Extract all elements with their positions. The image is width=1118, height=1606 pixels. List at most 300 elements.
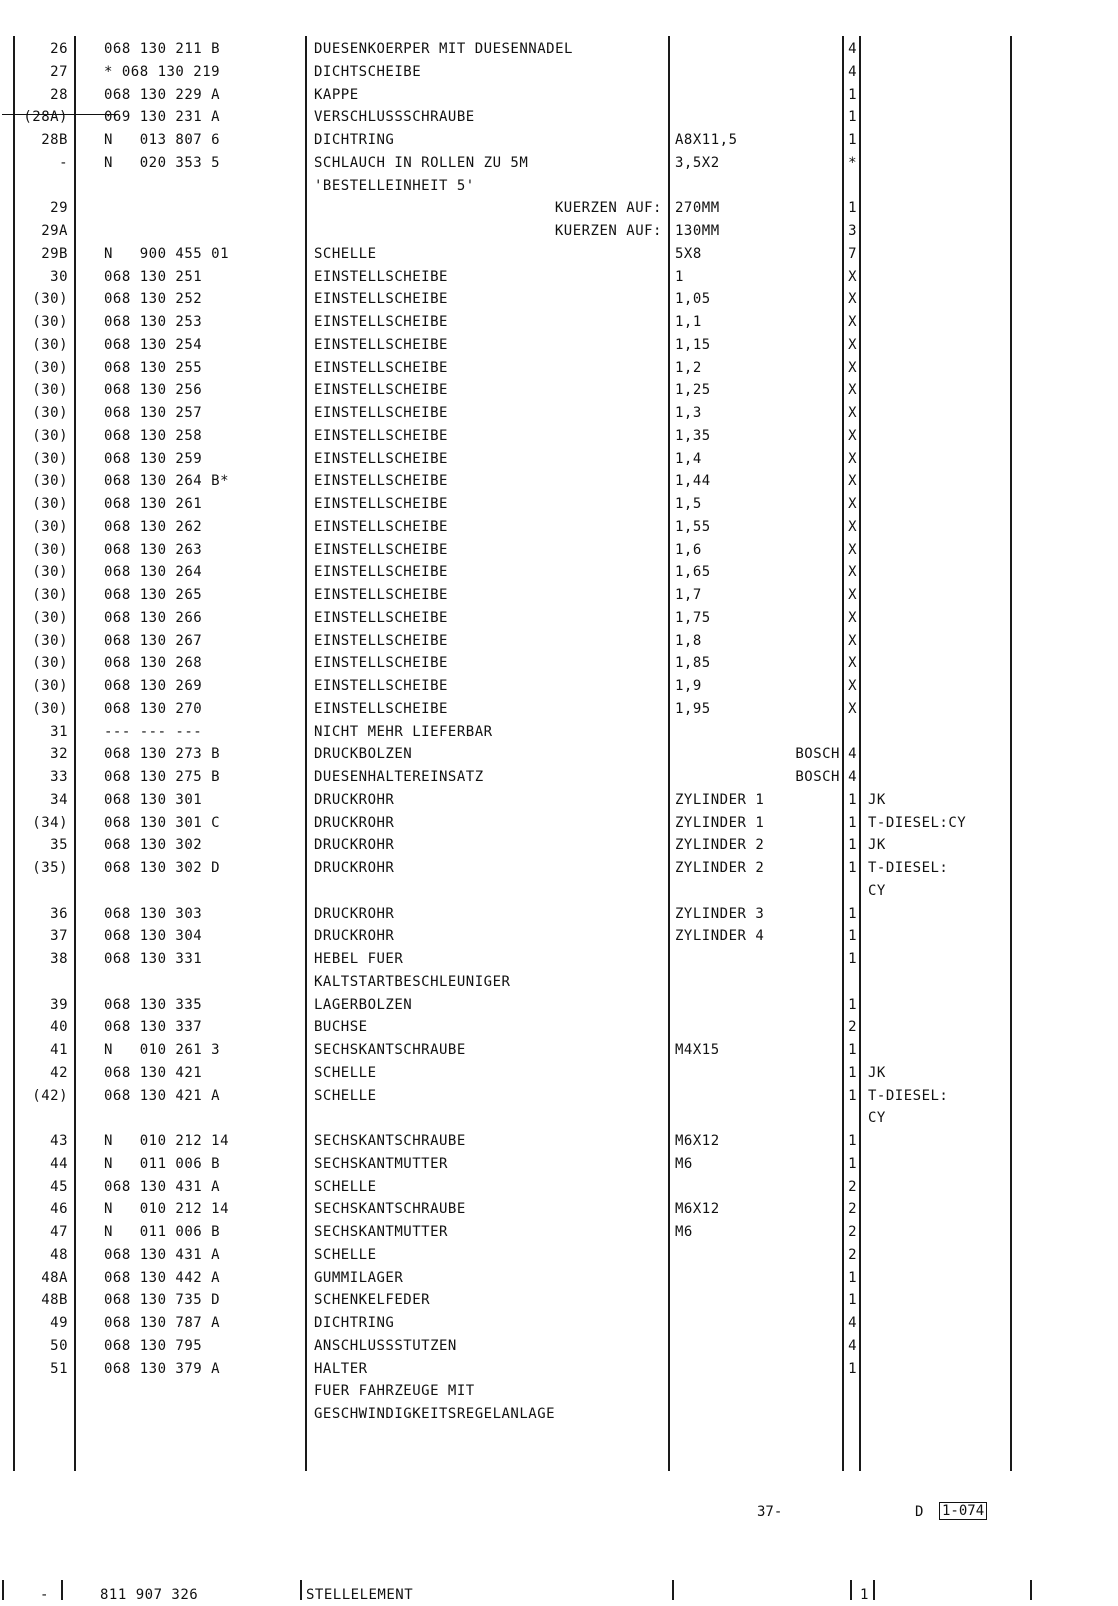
quantity-cell: X (848, 632, 857, 649)
quantity-cell: 2 (848, 1224, 857, 1240)
table-row (0, 175, 1118, 197)
description-cell: SECHSKANTSCHRAUBE (314, 1133, 466, 1149)
description-cell: FUER FAHRZEUGE MIT (314, 1383, 475, 1400)
part-number-cell: 068 130 335 (104, 996, 203, 1013)
quantity-cell: X (848, 564, 857, 581)
description-cell: KALTSTARTBESCHLEUNIGER (314, 973, 511, 990)
position-cell: (30) (32, 473, 68, 490)
specification-cell: 1,55 (675, 518, 711, 535)
position-cell: 48 (50, 1246, 68, 1263)
quantity-cell: 1 (848, 928, 857, 945)
table-row (0, 1062, 1118, 1084)
quantity-cell: 4 (848, 1315, 857, 1331)
position-cell: 46 (50, 1201, 68, 1218)
table-row (0, 903, 1118, 925)
table-row (0, 379, 1118, 401)
manufacturer-cell: BOSCH (795, 769, 840, 785)
remark-cell: JK (868, 1064, 886, 1081)
part-number-cell: 068 130 257 (104, 405, 203, 421)
quantity-cell: 1 (848, 905, 857, 922)
table-row (0, 220, 1118, 242)
table-row (0, 812, 1118, 834)
position-cell: (30) (32, 518, 68, 535)
part-number-cell: N 010 212 14 (104, 1201, 230, 1218)
position-cell: 29B (41, 245, 68, 262)
position-cell: (30) (32, 450, 68, 467)
table-row (0, 561, 1118, 583)
part-number-cell: N 013 807 6 (104, 132, 221, 148)
remark-cell: JK (868, 791, 886, 808)
part-number-cell: 068 130 275 B (104, 769, 221, 785)
part-number-cell: 068 130 211 B (104, 41, 221, 57)
description-cell: SECHSKANTSCHRAUBE (314, 1201, 466, 1218)
table-row (0, 880, 1118, 902)
part-number-cell: 068 130 787 A (104, 1315, 221, 1331)
table-row (0, 1198, 1118, 1220)
specification-cell: 1,9 (675, 678, 702, 694)
position-cell: 41 (50, 1042, 68, 1058)
position-cell: (30) (32, 427, 68, 444)
description-cell: LAGERBOLZEN (314, 996, 413, 1013)
part-number-cell: 068 130 264 B* (104, 473, 230, 490)
next-row-part: 811 907 326 (100, 1587, 199, 1603)
table-row (0, 425, 1118, 447)
table-row (0, 1244, 1118, 1266)
table-row (0, 584, 1118, 606)
description-cell: DRUCKROHR (314, 928, 395, 945)
part-number-cell: 068 130 266 (104, 609, 203, 626)
specification-cell: ZYLINDER 4 (675, 928, 765, 945)
description-cell: EINSTELLSCHEIBE (314, 541, 448, 558)
table-row (0, 539, 1118, 561)
table-row (0, 1107, 1118, 1129)
description-cell: EINSTELLSCHEIBE (314, 518, 448, 535)
position-cell: 35 (50, 837, 68, 854)
description-cell: SCHELLE (314, 1178, 377, 1195)
table-row (0, 129, 1118, 151)
description-cell: SECHSKANTMUTTER (314, 1224, 448, 1240)
quantity-cell: X (848, 314, 857, 330)
table-row (0, 698, 1118, 720)
quantity-cell: X (848, 541, 857, 558)
specification-cell: 1,7 (675, 587, 702, 603)
description-cell: DRUCKBOLZEN (314, 746, 413, 763)
position-cell: 29 (50, 200, 68, 217)
quantity-cell: 1 (848, 860, 857, 876)
part-number-cell: 068 130 301 (104, 791, 203, 808)
description-cell: EINSTELLSCHEIBE (314, 382, 448, 399)
description-cell: EINSTELLSCHEIBE (314, 564, 448, 581)
quantity-cell: 1 (848, 1064, 857, 1081)
position-cell: 30 (50, 268, 68, 285)
table-row (0, 1130, 1118, 1152)
table-row (0, 1312, 1118, 1334)
quantity-cell: 1 (848, 791, 857, 808)
table-row (0, 493, 1118, 515)
quantity-cell: X (848, 655, 857, 672)
position-cell: 37 (50, 928, 68, 945)
description-cell: HALTER (314, 1360, 368, 1377)
position-cell: 27 (50, 63, 68, 80)
part-number-cell: * 068 130 219 (104, 63, 221, 80)
quantity-cell: 2 (848, 1019, 857, 1036)
part-number-cell: 068 130 267 (104, 632, 203, 649)
position-cell: 44 (50, 1155, 68, 1172)
position-cell: (30) (32, 359, 68, 376)
position-cell: 28 (50, 86, 68, 103)
table-row (0, 1380, 1118, 1402)
quantity-cell: 4 (848, 41, 857, 57)
position-cell: (30) (32, 291, 68, 308)
quantity-cell: X (848, 336, 857, 353)
specification-cell: M6X12 (675, 1201, 720, 1218)
description-cell: 'BESTELLEINHEIT 5' (314, 177, 475, 194)
quantity-cell: 1 (848, 1269, 857, 1286)
table-row (0, 470, 1118, 492)
quantity-cell: 3 (848, 223, 857, 239)
description-cell: HEBEL FUER (314, 951, 404, 967)
quantity-cell: 1 (848, 1155, 857, 1172)
part-number-cell: 068 130 270 (104, 700, 203, 717)
specification-cell: 1,35 (675, 427, 711, 444)
description-cell: SCHELLE (314, 1246, 377, 1263)
table-row (0, 1358, 1118, 1380)
table-row (0, 357, 1118, 379)
position-cell: (35) (32, 860, 68, 876)
position-cell: (30) (32, 632, 68, 649)
quantity-cell: X (848, 359, 857, 376)
position-cell: (30) (32, 587, 68, 603)
position-cell: 47 (50, 1224, 68, 1240)
specification-cell: M4X15 (675, 1042, 720, 1058)
part-number-cell: 068 130 251 (104, 268, 203, 285)
position-cell: (30) (32, 496, 68, 512)
quantity-cell: 1 (848, 1087, 857, 1104)
table-row (0, 311, 1118, 333)
description-cell: DRUCKROHR (314, 905, 395, 922)
table-row (0, 607, 1118, 629)
specification-cell: 1,4 (675, 450, 702, 467)
table-row (0, 243, 1118, 265)
table-row (0, 288, 1118, 310)
position-cell: - (59, 154, 68, 171)
table-row (0, 743, 1118, 765)
table-row (0, 516, 1118, 538)
description-cell: SCHELLE (314, 245, 377, 262)
position-cell: 42 (50, 1064, 68, 1081)
table-row (0, 1153, 1118, 1175)
part-number-cell: N 010 261 3 (104, 1042, 221, 1058)
specification-cell: 1,65 (675, 564, 711, 581)
specification-cell: 1,2 (675, 359, 702, 376)
description-cell: EINSTELLSCHEIBE (314, 678, 448, 694)
part-number-cell: 068 130 229 A (104, 86, 221, 103)
position-cell: (30) (32, 382, 68, 399)
position-cell: 32 (50, 746, 68, 763)
quantity-cell: 1 (848, 837, 857, 854)
table-row (0, 1289, 1118, 1311)
description-cell: EINSTELLSCHEIBE (314, 473, 448, 490)
table-row (0, 38, 1118, 60)
part-number-cell: N 900 455 01 (104, 245, 230, 262)
table-row (0, 334, 1118, 356)
position-cell: (30) (32, 609, 68, 626)
description-cell: ANSCHLUSSSTUTZEN (314, 1337, 457, 1354)
description-cell: EINSTELLSCHEIBE (314, 359, 448, 376)
part-number-cell: 068 130 735 D (104, 1292, 221, 1309)
specification-cell: ZYLINDER 3 (675, 905, 765, 922)
position-cell: 28B (41, 132, 68, 148)
table-row (0, 652, 1118, 674)
next-row-desc: STELLELEMENT (306, 1587, 414, 1603)
specification-cell: 1,85 (675, 655, 711, 672)
specification-cell: 1,6 (675, 541, 702, 558)
position-cell: (28A) (23, 109, 68, 126)
description-cell: DRUCKROHR (314, 860, 395, 876)
quantity-cell: 4 (848, 1337, 857, 1354)
quantity-cell: X (848, 291, 857, 308)
position-cell: 43 (50, 1133, 68, 1149)
table-row (0, 630, 1118, 652)
position-cell: (30) (32, 655, 68, 672)
part-number-cell: 068 130 262 (104, 518, 203, 535)
specification-cell: 130MM (675, 223, 720, 239)
part-number-cell: 068 130 252 (104, 291, 203, 308)
table-row (0, 84, 1118, 106)
part-number-cell: 068 130 254 (104, 336, 203, 353)
position-cell: (34) (32, 814, 68, 831)
position-cell: 31 (50, 723, 68, 740)
section-letter: D (915, 1504, 924, 1520)
specification-cell: 1,3 (675, 405, 702, 421)
specification-cell: 1,75 (675, 609, 711, 626)
part-number-cell: 068 130 442 A (104, 1269, 221, 1286)
quantity-cell: 1 (848, 814, 857, 831)
description-cell: EINSTELLSCHEIBE (314, 609, 448, 626)
specification-cell: M6 (675, 1155, 693, 1172)
part-number-cell: 068 130 421 (104, 1064, 203, 1081)
table-row (0, 971, 1118, 993)
position-cell: 45 (50, 1178, 68, 1195)
table-row (0, 1403, 1118, 1425)
part-number-cell: 068 130 268 (104, 655, 203, 672)
quantity-cell: 1 (848, 200, 857, 217)
quantity-cell: 1 (848, 1292, 857, 1309)
part-number-cell: 068 130 269 (104, 678, 203, 694)
position-cell: 48A (41, 1269, 68, 1286)
description-cell: SECHSKANTSCHRAUBE (314, 1042, 466, 1058)
table-row (0, 106, 1118, 128)
part-number-cell: 068 130 431 A (104, 1246, 221, 1263)
part-number-cell: 068 130 259 (104, 450, 203, 467)
position-cell: (30) (32, 336, 68, 353)
specification-cell: M6 (675, 1224, 693, 1240)
part-number-cell: N 020 353 5 (104, 154, 221, 171)
specification-cell: ZYLINDER 1 (675, 791, 765, 808)
description-cell: DICHTSCHEIBE (314, 63, 422, 80)
specification-cell: 3,5X2 (675, 154, 720, 171)
position-cell: 50 (50, 1337, 68, 1354)
quantity-cell: X (848, 678, 857, 694)
part-number-cell: 068 130 264 (104, 564, 203, 581)
quantity-cell: X (848, 427, 857, 444)
description-cell: EINSTELLSCHEIBE (314, 314, 448, 330)
page-number: 37- (757, 1504, 783, 1520)
quantity-cell: 1 (848, 996, 857, 1013)
specification-cell: ZYLINDER 1 (675, 814, 765, 831)
specification-cell: 5X8 (675, 245, 702, 262)
quantity-cell: 1 (848, 86, 857, 103)
part-number-cell: 068 130 273 B (104, 746, 221, 763)
table-row (0, 925, 1118, 947)
part-number-cell: --- --- --- (104, 723, 203, 740)
description-cell: KAPPE (314, 86, 359, 103)
table-row (0, 448, 1118, 470)
quantity-cell: X (848, 587, 857, 603)
part-number-cell: N 011 006 B (104, 1224, 221, 1240)
position-cell: 34 (50, 791, 68, 808)
position-cell: 29A (41, 223, 68, 239)
table-row (0, 402, 1118, 424)
description-cell: EINSTELLSCHEIBE (314, 291, 448, 308)
description-cell: DRUCKROHR (314, 837, 395, 854)
quantity-cell: X (848, 609, 857, 626)
quantity-cell: 1 (848, 1133, 857, 1149)
table-row (0, 675, 1118, 697)
specification-cell: ZYLINDER 2 (675, 860, 765, 876)
part-number-cell: 068 130 431 A (104, 1178, 221, 1195)
description-cell: EINSTELLSCHEIBE (314, 496, 448, 512)
position-cell: (42) (32, 1087, 68, 1104)
description-cell: EINSTELLSCHEIBE (314, 427, 448, 444)
table-row (0, 152, 1118, 174)
remark-cell: T-DIESEL: (868, 860, 949, 876)
part-number-cell: 068 130 258 (104, 427, 203, 444)
remark-cell: T-DIESEL:CY (868, 814, 967, 831)
description-cell: DRUCKROHR (314, 791, 395, 808)
table-row (0, 789, 1118, 811)
table-row (0, 834, 1118, 856)
position-cell: 40 (50, 1019, 68, 1036)
specification-cell: ZYLINDER 2 (675, 837, 765, 854)
table-row (0, 1335, 1118, 1357)
remark-cell: JK (868, 837, 886, 854)
description-cell: EINSTELLSCHEIBE (314, 268, 448, 285)
description-cell: SCHELLE (314, 1087, 377, 1104)
description-cell: EINSTELLSCHEIBE (314, 655, 448, 672)
description-cell: EINSTELLSCHEIBE (314, 405, 448, 421)
table-row (0, 266, 1118, 288)
part-number-cell: 068 130 256 (104, 382, 203, 399)
part-number-cell: 068 130 301 C (104, 814, 221, 831)
description-cell: BUCHSE (314, 1019, 368, 1036)
remark-cell: CY (868, 882, 886, 899)
quantity-cell: 2 (848, 1201, 857, 1218)
quantity-cell: 4 (848, 63, 857, 80)
description-cell: SCHLAUCH IN ROLLEN ZU 5M (314, 154, 529, 171)
quantity-cell: 4 (848, 769, 857, 785)
part-number-cell: 068 130 795 (104, 1337, 203, 1354)
description-cell: EINSTELLSCHEIBE (314, 632, 448, 649)
table-row (0, 994, 1118, 1016)
specification-cell: 1,05 (675, 291, 711, 308)
quantity-cell: 2 (848, 1246, 857, 1263)
position-cell: 51 (50, 1360, 68, 1377)
quantity-cell: X (848, 450, 857, 467)
quantity-cell: X (848, 700, 857, 717)
part-number-cell: 069 130 231 A (104, 109, 221, 126)
quantity-cell: 1 (848, 1360, 857, 1377)
next-row-pos: - (40, 1587, 49, 1603)
table-row (0, 948, 1118, 970)
quantity-cell: X (848, 382, 857, 399)
quantity-cell: X (848, 518, 857, 535)
description-cell: GUMMILAGER (314, 1269, 404, 1286)
position-cell: 39 (50, 996, 68, 1013)
table-row (0, 857, 1118, 879)
table-row (0, 1221, 1118, 1243)
quantity-cell: 4 (848, 746, 857, 763)
description-cell: KUERZEN AUF: (554, 223, 662, 239)
remark-cell: CY (868, 1110, 886, 1127)
table-row (0, 1085, 1118, 1107)
specification-cell: 1,15 (675, 336, 711, 353)
quantity-cell: * (848, 154, 857, 171)
table-row (0, 1016, 1118, 1038)
quantity-cell: 1 (848, 1042, 857, 1058)
table-row (0, 61, 1118, 83)
quantity-cell: 1 (848, 109, 857, 126)
specification-cell: A8X11,5 (675, 132, 738, 148)
part-number-cell: 068 130 255 (104, 359, 203, 376)
part-number-cell: 068 130 303 (104, 905, 203, 922)
position-cell: 38 (50, 951, 68, 967)
specification-cell: 270MM (675, 200, 720, 217)
quantity-cell: 1 (848, 951, 857, 967)
position-cell: (30) (32, 314, 68, 330)
position-cell: 48B (41, 1292, 68, 1309)
table-row (0, 766, 1118, 788)
position-cell: (30) (32, 541, 68, 558)
specification-cell: 1,1 (675, 314, 702, 330)
description-cell: DICHTRING (314, 132, 395, 148)
description-cell: DRUCKROHR (314, 814, 395, 831)
specification-cell: 1,25 (675, 382, 711, 399)
specification-cell: 1,5 (675, 496, 702, 512)
description-cell: VERSCHLUSSSCHRAUBE (314, 109, 475, 126)
description-cell: EINSTELLSCHEIBE (314, 587, 448, 603)
table-row (0, 721, 1118, 743)
part-number-cell: 068 130 304 (104, 928, 203, 945)
part-number-cell: 068 130 253 (104, 314, 203, 330)
table-row (0, 1267, 1118, 1289)
specification-cell: 1,44 (675, 473, 711, 490)
description-cell: SCHENKELFEDER (314, 1292, 431, 1309)
specification-cell: 1,95 (675, 700, 711, 717)
quantity-cell: X (848, 405, 857, 421)
position-cell: (30) (32, 678, 68, 694)
quantity-cell: 1 (848, 132, 857, 148)
specification-cell: 1,8 (675, 632, 702, 649)
remark-cell: T-DIESEL: (868, 1087, 949, 1104)
part-number-cell: 068 130 379 A (104, 1360, 221, 1377)
part-number-cell: 068 130 263 (104, 541, 203, 558)
part-number-cell: 068 130 421 A (104, 1087, 221, 1104)
next-row-qty: 1 (860, 1587, 869, 1603)
position-cell: 26 (50, 41, 68, 57)
manufacturer-cell: BOSCH (795, 746, 840, 763)
description-cell: DUESENHALTEREINSATZ (314, 769, 484, 785)
